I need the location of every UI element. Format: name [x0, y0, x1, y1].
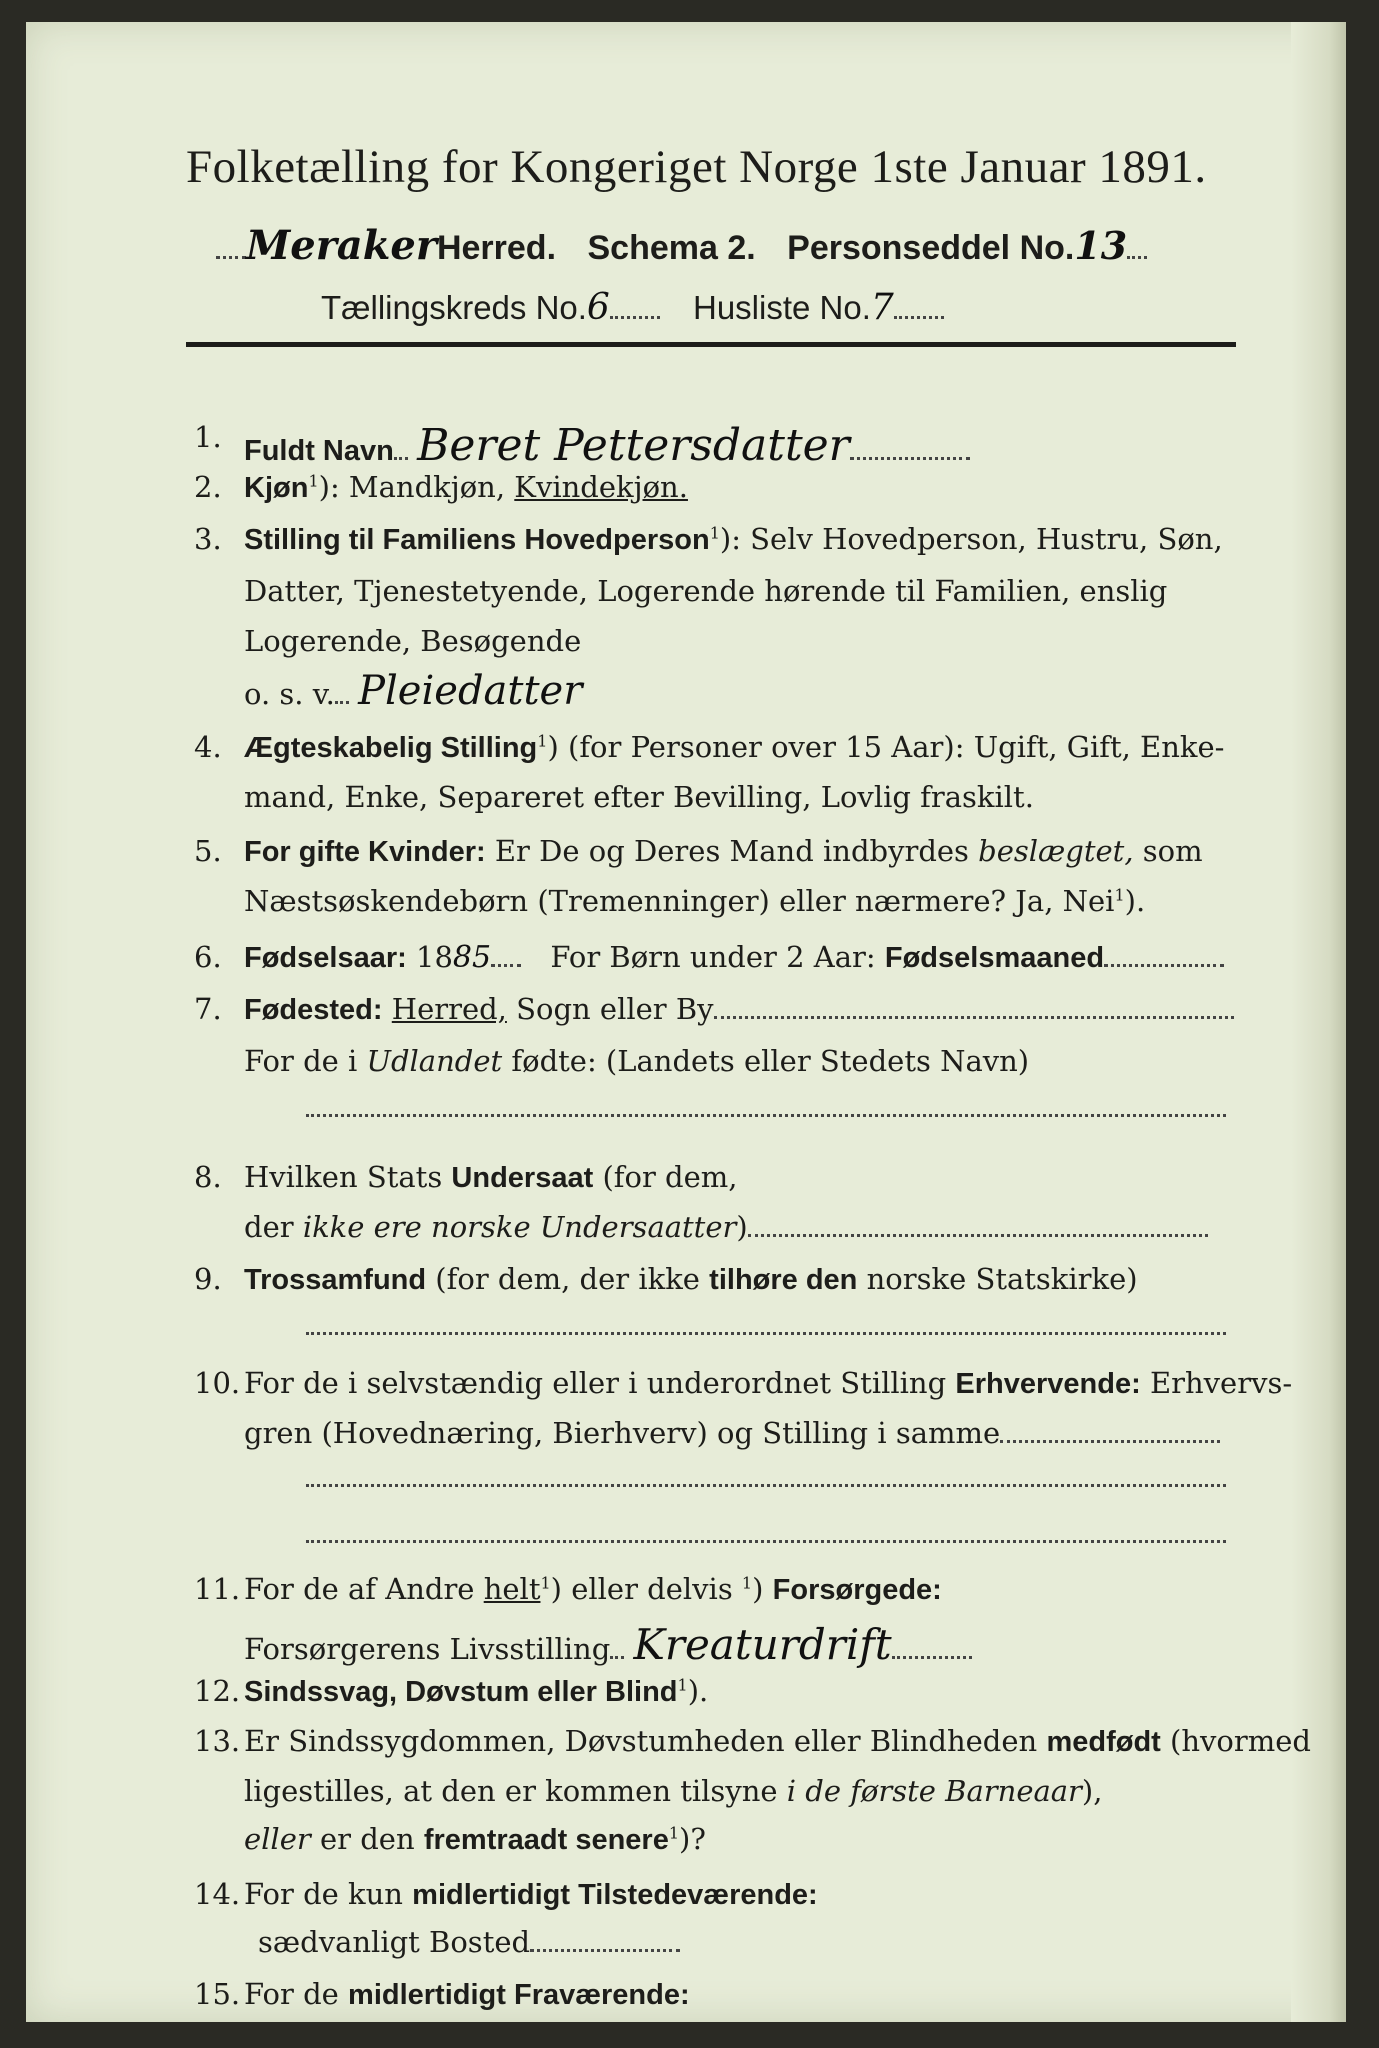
q13-line2: [244, 1774, 1102, 1808]
herred-label: Herred.: [436, 229, 557, 267]
q5-text: Er De og Deres Mand indbyrdes: [485, 834, 979, 868]
q8-line2: [244, 1210, 1208, 1244]
q15-num: 15.: [194, 1977, 241, 2011]
q6-num: 6.: [194, 940, 222, 974]
q11-l1c: ) eller delvis: [550, 1572, 742, 1606]
q10-l2: gren (Hovednæring, Bierhverv) og Stilling i samme: [244, 1416, 1001, 1450]
q7-row: [194, 992, 1234, 1027]
q13-line3: [244, 1822, 706, 1857]
q15-l1a: For de: [244, 1977, 349, 2011]
q3-label: Stilling til Familiens Hovedperson: [244, 524, 710, 556]
q9-l1: (for dem, der ikke: [426, 1262, 710, 1296]
q1-answer: Beret Pettersdatter: [417, 420, 850, 471]
q11-num: 11.: [194, 1572, 241, 1606]
q9-l1c: norske Statskirke): [857, 1262, 1138, 1296]
personseddel-label: Personseddel No.: [787, 229, 1075, 267]
q13-l3b: er den: [310, 1822, 424, 1856]
q9-label: Trossamfund: [244, 1264, 427, 1296]
q10-l1c: Erhvervs-: [1140, 1366, 1293, 1400]
q14-num: 14.: [194, 1877, 241, 1911]
q8-l1a: Hvilken Stats: [244, 1160, 452, 1194]
q4-label: Ægteskabelig Stilling: [244, 732, 538, 764]
q8-undersaat: Undersaat: [451, 1162, 594, 1194]
kreds-value: 6: [586, 287, 610, 328]
q15-row: [194, 1977, 690, 2012]
q4-num: 4.: [194, 730, 222, 764]
q3-sup: 1: [709, 523, 720, 543]
q6-row: [194, 940, 1224, 975]
q6-label2: Fødselsmaaned: [884, 942, 1105, 974]
q13-num: 13.: [194, 1724, 241, 1758]
q5-end: ).: [1124, 884, 1146, 918]
q8-l1c: (for dem,: [593, 1160, 738, 1194]
q5-num: 5.: [194, 834, 222, 868]
q10-line2: [244, 1416, 1220, 1450]
q11-l1a: For de af Andre: [244, 1572, 484, 1606]
q3-line3: Logerende, Besøgende: [244, 624, 582, 658]
q12-label: Sindssvag, Døvstum eller Blind: [244, 1676, 678, 1708]
q13-senere: fremtraadt senere: [423, 1824, 669, 1856]
q13-l3d: )?: [679, 1822, 706, 1856]
q11-l2: Forsørgerens Livsstilling: [244, 1632, 611, 1666]
q14-l2: sædvanligt Bosted: [258, 1925, 531, 1959]
q9-blank-line: [306, 1320, 1226, 1339]
q4-line1: ) (for Personer over 15 Aar): Ugift, Gift, Enke-: [547, 730, 1225, 764]
q5-line2-text: Næstsøskendebørn (Tremenninger) eller nærmere? Ja, Nei: [244, 884, 1115, 918]
q9-num: 9.: [194, 1262, 222, 1296]
q5-line2: [244, 884, 1145, 918]
q1-row: [194, 420, 970, 471]
q11-helt: helt: [483, 1572, 541, 1606]
q12-end: ).: [687, 1674, 709, 1708]
husliste-label: Husliste No.: [693, 289, 871, 326]
q9-row: [194, 1262, 1138, 1297]
schema-label: Schema 2.: [587, 229, 756, 267]
q15-l1b: midlertidigt Fraværende:: [348, 1979, 690, 2011]
q8-row: [194, 1160, 738, 1195]
q12-row: [194, 1674, 708, 1709]
q8-l2c: ): [736, 1210, 748, 1244]
q12-num: 12.: [194, 1674, 241, 1708]
husliste-value: 7: [870, 287, 894, 328]
q11-row: [194, 1572, 942, 1607]
q10-row: [194, 1366, 1292, 1401]
q7-l2a: For de i: [244, 1044, 367, 1078]
q6-mid: For Børn under 2 Aar:: [550, 940, 876, 974]
personseddel-value: 13: [1074, 223, 1128, 268]
q2-selected: Kvindekjøn.: [514, 470, 688, 504]
q3-line1: ): Selv Hovedperson, Hustru, Søn,: [719, 522, 1223, 556]
q10-blank-line-2: [306, 1528, 1226, 1547]
q2-options: ): Mandkjøn,: [318, 470, 515, 504]
kreds-label: Tællingskreds No.: [321, 289, 587, 326]
q8-l2a: der: [244, 1210, 303, 1244]
herred-row: [216, 222, 1147, 269]
q12-sup: 1: [677, 1675, 688, 1695]
q14-row: [194, 1877, 818, 1912]
q5-beslaegtet: beslægtet,: [978, 834, 1134, 868]
q4-line2: mand, Enke, Separeret efter Bevilling, Lovlig fraskilt.: [244, 780, 1034, 814]
q2-label: Kjøn: [244, 472, 309, 504]
q6-year-prefix: 18: [416, 940, 453, 974]
q3-row: [194, 522, 1223, 557]
q1-num: 1.: [194, 420, 222, 454]
q3-answer: Pleiedatter: [358, 668, 583, 714]
q13-l2c: ),: [1081, 1774, 1103, 1808]
herred-value: Meraker: [246, 222, 437, 269]
q5-sup: 1: [1114, 885, 1125, 905]
q11-sup-1: 1: [540, 1573, 551, 1593]
q14-l1b: midlertidigt Tilstedeværende:: [412, 1879, 818, 1911]
q5-row: [194, 834, 1203, 869]
q10-l1a: For de i selvstændig eller i underordnet Stilling: [244, 1366, 956, 1400]
q14-line2: [258, 1925, 680, 1959]
q7-options: Sogn eller By: [506, 992, 714, 1026]
q8-num: 8.: [194, 1160, 222, 1194]
q11-forsorgede: Forsørgede:: [772, 1574, 942, 1606]
q3-osv: o. s. v.: [244, 677, 335, 711]
q6-label: Fødselsaar:: [244, 942, 407, 974]
q9-l1b: tilhøre den: [709, 1264, 858, 1296]
kreds-row: [321, 287, 944, 328]
q5-som: som: [1133, 834, 1203, 868]
q10-blank-line-1: [306, 1472, 1226, 1491]
q2-num: 2.: [194, 470, 222, 504]
header-rule: [186, 342, 1236, 347]
q8-l2b: ikke ere norske Undersaatter: [302, 1210, 737, 1244]
q10-erhvervende: Erhvervende:: [955, 1368, 1141, 1400]
form-title: Folketælling for Kongeriget Norge 1ste Januar 1891.: [186, 141, 1207, 193]
q13-row: [194, 1724, 1311, 1759]
q1-label: Fuldt Navn: [244, 435, 394, 467]
q13-medfodt: medfødt: [1046, 1726, 1161, 1758]
q13-l2b: i de første Barneaar: [786, 1774, 1082, 1808]
q11-answer: Kreaturdrift: [633, 1620, 892, 1669]
census-form-sheet: [26, 22, 1346, 2022]
q4-sup: 1: [537, 731, 548, 751]
q14-l1a: For de kun: [244, 1877, 413, 1911]
q13-eller: eller: [244, 1822, 311, 1856]
q7-udlandet: Udlandet: [366, 1044, 503, 1078]
q13-sup: 1: [668, 1823, 680, 1843]
q11-sup-2: 1: [741, 1573, 753, 1593]
q11-line2: [244, 1620, 972, 1669]
q13-l2a: ligestilles, at den er kommen tilsyne: [244, 1774, 787, 1808]
q7-l2c: fødte: (Landets eller Stedets Navn): [502, 1044, 1030, 1078]
q3-num: 3.: [194, 522, 222, 556]
q2-sup: 1: [308, 471, 319, 491]
q10-num: 10.: [194, 1366, 241, 1400]
q2-row: [194, 470, 688, 505]
q4-row: [194, 730, 1224, 765]
q6-year-value: 85: [452, 940, 492, 975]
q7-label: Fødested:: [244, 994, 383, 1026]
q3-line4: [244, 668, 582, 714]
q3-line2: Datter, Tjenestetyende, Logerende hørende til Familien, enslig: [244, 574, 1168, 608]
q7-num: 7.: [194, 992, 222, 1026]
q5-label: For gifte Kvinder:: [244, 836, 486, 868]
q11-l1d: ): [752, 1572, 773, 1606]
q13-l1a: Er Sindssygdommen, Døvstumheden eller Blindheden: [244, 1724, 1047, 1758]
q7-line2: [244, 1044, 1029, 1078]
paper-edge: [1291, 22, 1346, 2022]
q7-herred: Herred,: [391, 992, 507, 1026]
q13-l1c: (hvormed: [1160, 1724, 1311, 1758]
q7-blank-line: [306, 1102, 1226, 1121]
